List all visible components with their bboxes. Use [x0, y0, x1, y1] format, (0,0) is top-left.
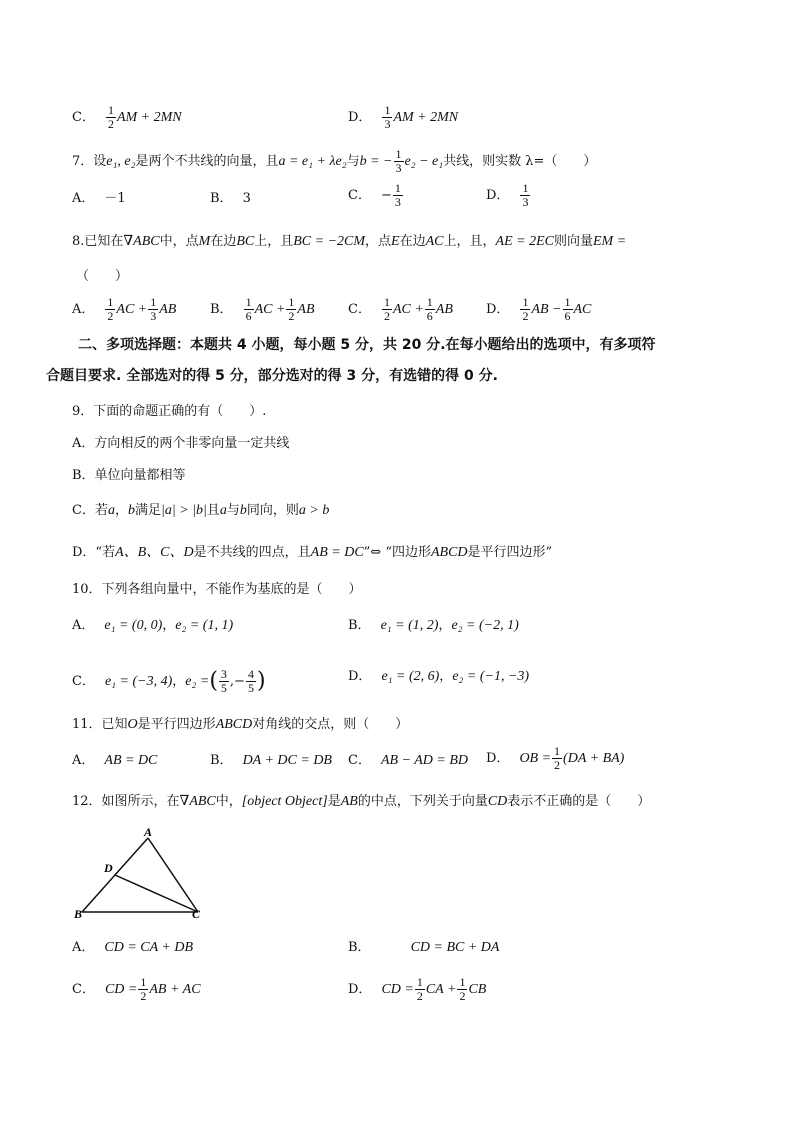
q8-option-d[interactable]: D． $\frac{1}{2}$ AB − $\frac{1}{6}$ AC: [486, 295, 592, 323]
q12-option-d[interactable]: D． CD = $\frac{1}{2}$ CA + $\frac{1}{2}$ CB: [348, 975, 487, 1003]
q6-option-c[interactable]: C． $\frac{1}{2}$ AM + 2MN: [72, 103, 182, 131]
vertex-label-c: C: [192, 907, 201, 918]
q8-option-b[interactable]: B． $\frac{1}{6}$ AC + $\frac{1}{2}$ AB: [210, 295, 315, 323]
q11-option-b[interactable]: B． DA + DC = DB: [210, 753, 332, 768]
q6-option-d[interactable]: D． $\frac{1}{3}$ AM + 2MN: [348, 103, 459, 131]
q11-option-c[interactable]: C． AB − AD = BD: [348, 753, 469, 768]
q11-option-a[interactable]: A． AB = DC: [72, 753, 158, 768]
q8-option-c[interactable]: C． $\frac{1}{2}$ AC + $\frac{1}{6}$ AB: [348, 295, 453, 323]
section-header-line2: 合题目要求. 全部选对的得 5 分，部分选对的得 3 分，有选错的得 0 分.: [46, 368, 498, 384]
q10-option-d[interactable]: D． e₁ = (2, 6)，e₂ = (−1, −3): [348, 669, 530, 684]
q9-option-b[interactable]: B．单位向量都相等: [72, 468, 186, 483]
q7-option-c[interactable]: C． − $\frac{1}{3}$: [348, 181, 401, 209]
triangle-figure: [70, 826, 210, 918]
q12-option-a[interactable]: A． CD = CA + DB: [72, 940, 194, 955]
vertex-label-a: A: [144, 826, 153, 839]
vertex-label-b: B: [74, 907, 83, 918]
q9-option-a[interactable]: A．方向相反的两个非零向量一定共线: [72, 436, 290, 451]
q8-stem: 8.已知在∇ABC中，点M在边BC上，且BC = −2CM，点E在边AC上，且，AE = 2EC则向量EM =: [72, 234, 627, 249]
q8-option-a[interactable]: A． $\frac{1}{2}$ AC + $\frac{1}{3}$ AB: [72, 295, 177, 323]
q12-option-c[interactable]: C． CD = $\frac{1}{2}$ AB + AC: [72, 975, 201, 1003]
fraction: $\frac{1}{3}$: [384, 103, 391, 131]
q7-option-b[interactable]: B． 3: [210, 191, 251, 206]
q7-option-d[interactable]: D． $\frac{1}{3}$: [486, 181, 529, 209]
q10-option-c[interactable]: C． e₁ = (−3, 4)，e₂ =( $\frac{3}{5}$ ,− $\frac{4}{5}$ ): [72, 667, 266, 695]
q8-answer-paren: （ ）: [76, 269, 129, 284]
q9-option-c[interactable]: C．若a，b满足|a| > |b|且a与b同向，则a > b: [72, 503, 330, 518]
q12-option-b[interactable]: B． CD = BC + DA: [348, 940, 500, 955]
q7-option-a[interactable]: A． －1: [72, 191, 126, 206]
q11-option-d[interactable]: D． OB = $\frac{1}{2}$ (DA + BA): [486, 744, 625, 772]
vertex-label-d: D: [104, 861, 113, 875]
q11-stem: 11．已知O是平行四边形ABCD对角线的交点，则（ ）: [72, 717, 409, 732]
q9-stem: 9．下面的命题正确的有（ ）.: [72, 404, 267, 419]
section-header-line1: 二、多项选择题：本题共 4 小题，每小题 5 分，共 20 分.在每小题给出的选项中，有多项符: [78, 337, 656, 353]
q7-stem: 7．设e₁, e₂是两个不共线的向量，且a = e₁ + λe₂与b = − $\frac{1}{3}$ e₂ − e₁共线，则实数 λ=（ ）: [72, 147, 597, 175]
q10-option-a[interactable]: A． e₁ = (0, 0)，e₂ = (1, 1): [72, 618, 234, 633]
fraction: $\frac{1}{2}$: [107, 103, 114, 131]
q9-option-d[interactable]: D．“若A、B、C、D是不共线的四点，且AB = DC”⇔ “四边形ABCD是平行四边形”: [72, 545, 553, 560]
q10-option-b[interactable]: B． e₁ = (1, 2)，e₂ = (−2, 1): [348, 618, 519, 633]
q10-stem: 10．下列各组向量中，不能作为基底的是（ ）: [72, 582, 362, 597]
q12-stem: 12．如图所示，在∇ABC中，[object Object]是AB的中点，下列关于向量CD表示不正确的是（ ）: [72, 794, 651, 809]
